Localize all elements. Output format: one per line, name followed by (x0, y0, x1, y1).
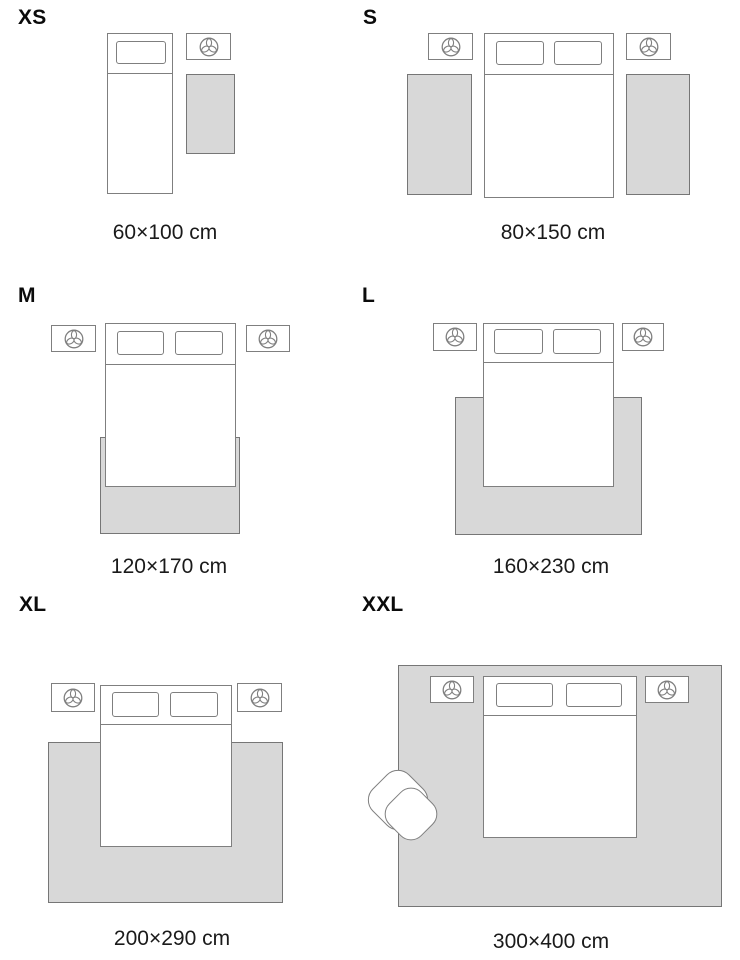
size-label-s: S (363, 6, 378, 29)
pillow-left (496, 683, 553, 707)
size-label-m: M (18, 284, 36, 307)
dimension-label-xs: 60×100 cm (112, 221, 218, 244)
size-label-l: L (362, 284, 376, 307)
size-label-xl: XL (19, 593, 47, 616)
nightstand-left (430, 676, 474, 703)
nightstand-right (645, 676, 689, 703)
dimension-label-xxl: 300×400 cm (492, 930, 610, 953)
dimension-label-s: 80×150 cm (500, 221, 606, 244)
nightstand-lamp-icon (441, 679, 463, 701)
dimension-label-xl: 200×290 cm (113, 927, 231, 950)
dimension-label-l: 160×230 cm (492, 555, 610, 578)
dimension-label-m: 120×170 cm (110, 555, 228, 578)
nightstand-lamp-icon (656, 679, 678, 701)
size-label-xxl: XXL (362, 593, 404, 616)
pillow-right (566, 683, 622, 707)
size-label-xs: XS (18, 6, 47, 29)
